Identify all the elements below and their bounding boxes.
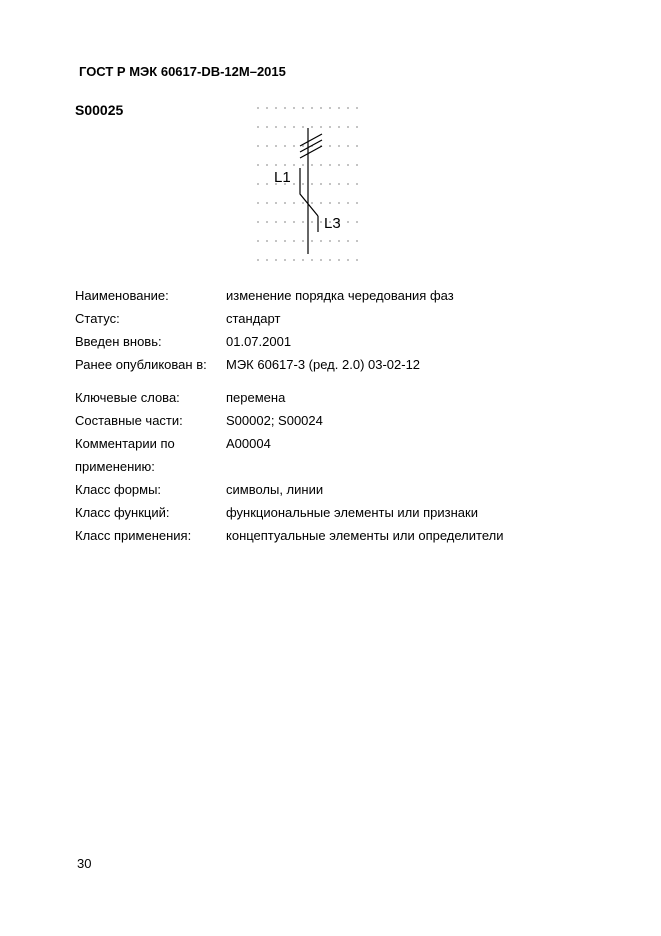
grid-dot [347, 126, 349, 128]
grid-dot [338, 183, 340, 185]
grid-dot [284, 240, 286, 242]
grid-dot [347, 183, 349, 185]
grid-dot [356, 107, 358, 109]
grid-dot [266, 126, 268, 128]
grid-dot [284, 107, 286, 109]
grid-dot [293, 164, 295, 166]
grid-dot [356, 126, 358, 128]
attr-value: МЭК 60617-3 (ред. 2.0) 03-02-12 [226, 357, 421, 372]
grid-dot [329, 164, 331, 166]
grid-dot [338, 164, 340, 166]
grid-dot [257, 183, 259, 185]
grid-dot [347, 221, 349, 223]
grid-dot [275, 164, 277, 166]
grid-dot [275, 259, 277, 261]
conductor-stroke-1 [300, 134, 322, 146]
grid-dot [320, 183, 322, 185]
attr-value: перемена [226, 390, 286, 405]
grid-dot [293, 221, 295, 223]
attr-value: функциональные элементы или признаки [226, 505, 478, 520]
grid-dot [320, 126, 322, 128]
grid-dot [329, 145, 331, 147]
grid-dot [293, 145, 295, 147]
grid-dot [311, 259, 313, 261]
attr-label: Статус: [75, 311, 120, 326]
grid-dot [356, 164, 358, 166]
attr-value: стандарт [226, 311, 281, 326]
attr-label: Введен вновь: [75, 334, 162, 349]
grid-dot [293, 240, 295, 242]
grid-dot [329, 183, 331, 185]
grid-dot [347, 164, 349, 166]
attr-label: Класс формы: [75, 482, 162, 497]
grid-dot [329, 202, 331, 204]
grid-dot [257, 202, 259, 204]
grid-dot [266, 145, 268, 147]
grid-dot [257, 107, 259, 109]
grid-dot [284, 259, 286, 261]
grid-dot [329, 126, 331, 128]
grid-dot [293, 183, 295, 185]
grid-dot [311, 221, 313, 223]
attr-label: Ключевые слова: [75, 390, 180, 405]
grid-dot [338, 240, 340, 242]
grid-dot [338, 259, 340, 261]
grid-dot [356, 202, 358, 204]
grid-dot [320, 107, 322, 109]
grid-dot [311, 107, 313, 109]
grid-dot [302, 202, 304, 204]
grid-dot [311, 183, 313, 185]
grid-dot [284, 145, 286, 147]
grid-dot [338, 126, 340, 128]
phase-sequence-change-symbol [252, 100, 364, 272]
grid-dot [329, 259, 331, 261]
grid-dot [347, 107, 349, 109]
grid-dot [302, 164, 304, 166]
grid-dot [338, 107, 340, 109]
leader-l1 [300, 168, 318, 216]
attr-value: концептуальные элементы или определители [226, 528, 504, 543]
grid-dot [257, 145, 259, 147]
grid-dot [257, 221, 259, 223]
grid-dot [356, 240, 358, 242]
grid-dot [320, 221, 322, 223]
grid-dot [347, 145, 349, 147]
grid-dot [266, 107, 268, 109]
symbol-id: S00025 [75, 102, 124, 118]
grid-dot [275, 221, 277, 223]
grid-dot [311, 240, 313, 242]
grid-dot [293, 259, 295, 261]
conductor-stroke-3 [300, 146, 322, 158]
grid-dot [302, 259, 304, 261]
grid-dot [338, 145, 340, 147]
grid-dot [311, 202, 313, 204]
attr-value: символы, линии [226, 482, 324, 497]
grid-dot [257, 164, 259, 166]
grid-dot [320, 240, 322, 242]
grid-dot [347, 240, 349, 242]
grid-dot [329, 107, 331, 109]
grid-dot [311, 164, 313, 166]
attr-value: S00002; S00024 [226, 413, 323, 428]
grid-dot [275, 107, 277, 109]
grid-dot [275, 240, 277, 242]
grid-dot [266, 183, 268, 185]
grid-dot [356, 183, 358, 185]
attr-label: Класс применения: [75, 528, 192, 543]
label-l1: L1 [274, 169, 291, 186]
grid-dot [284, 202, 286, 204]
grid-dot [266, 259, 268, 261]
grid-dot [266, 221, 268, 223]
grid-dot [284, 221, 286, 223]
standard-header: ГОСТ Р МЭК 60617-DB-12M–2015 [79, 64, 286, 79]
attr-label: Комментарии по [75, 436, 175, 451]
grid-dot [266, 202, 268, 204]
attr-label: Класс функций: [75, 505, 170, 520]
attr-label: применению: [75, 459, 155, 474]
grid-dot [302, 240, 304, 242]
grid-dot [275, 145, 277, 147]
grid-dot [347, 202, 349, 204]
grid-dot [257, 259, 259, 261]
attr-value: изменение порядка чередования фаз [226, 288, 454, 303]
grid-dot [293, 202, 295, 204]
attr-label: Наименование: [75, 288, 169, 303]
grid-dot [356, 145, 358, 147]
grid-dot [302, 183, 304, 185]
grid-dot [302, 221, 304, 223]
grid-dot [311, 126, 313, 128]
grid-dot [266, 164, 268, 166]
page-number: 30 [77, 856, 92, 871]
grid-dot [329, 240, 331, 242]
grid-dot [284, 164, 286, 166]
grid-dot [320, 259, 322, 261]
grid-dot [284, 126, 286, 128]
grid-dot [293, 126, 295, 128]
grid-dot [347, 259, 349, 261]
grid-dot [257, 240, 259, 242]
grid-dot [302, 107, 304, 109]
attr-label: Ранее опубликован в: [75, 357, 207, 372]
attr-value: 01.07.2001 [226, 334, 292, 349]
label-l3: L3 [324, 215, 341, 232]
grid-dot [356, 259, 358, 261]
grid-dot [266, 240, 268, 242]
grid-dot [275, 202, 277, 204]
grid-dot [338, 202, 340, 204]
grid-dot [356, 221, 358, 223]
grid-dot [320, 202, 322, 204]
attr-value: A00004 [226, 436, 271, 451]
grid-dot [302, 126, 304, 128]
grid-dot [257, 126, 259, 128]
grid-dot [293, 107, 295, 109]
grid-dot [275, 126, 277, 128]
attr-label: Составные части: [75, 413, 183, 428]
grid-dot [320, 164, 322, 166]
